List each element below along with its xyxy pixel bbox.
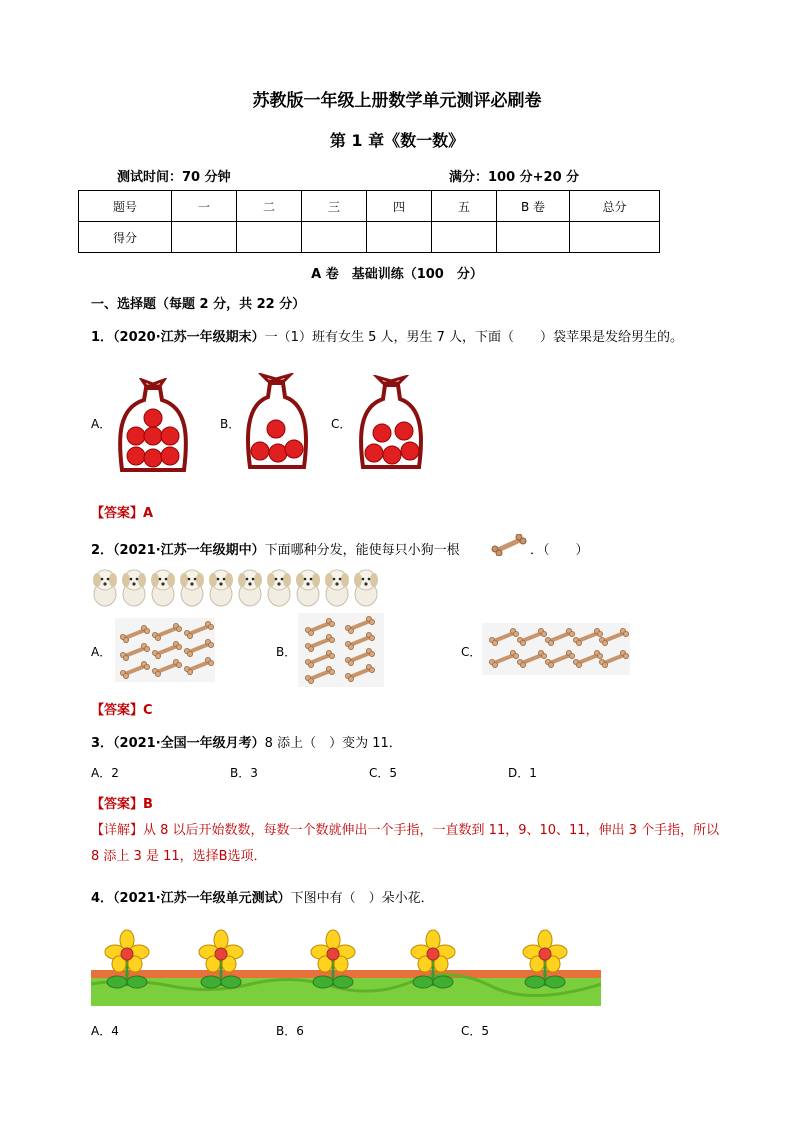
q3-number: 3． (91, 736, 114, 751)
test-time: 测试时间：70 分钟 (117, 170, 231, 185)
q3-answer: 【答案】B (91, 797, 153, 812)
score-header-cell: 五 (432, 191, 497, 222)
q4-text: 下图中有（ ）朵小花． (290, 891, 434, 906)
q1-option-a[interactable]: A． (91, 417, 112, 431)
score-header-cell: 二 (237, 191, 302, 222)
question-3 (91, 732, 402, 751)
q2-text: 下面哪种分发，能使每只小狗一根 (264, 543, 460, 558)
q3-option-c[interactable]: C．5 (369, 766, 398, 780)
score-row-label: 得分 (79, 222, 172, 253)
score-cell[interactable] (432, 222, 497, 253)
question-2 (91, 539, 460, 558)
q4-number: 4． (91, 891, 114, 906)
score-table-header-row (79, 191, 660, 222)
q3-source: （2021·全国一年级月考） (113, 736, 265, 751)
part-heading: 一、选择题（每题 2 分，共 22 分） (91, 297, 306, 312)
q1-option-b[interactable]: B． (220, 417, 241, 431)
flowers-image (91, 924, 601, 1006)
q2-option-a[interactable]: A． (91, 645, 112, 659)
q3-option-b[interactable]: B．3 (230, 766, 258, 780)
full-score: 满分：100 分+20 分 (449, 170, 580, 185)
apple-bag-a-image (118, 378, 188, 476)
apple-bag-b-image (244, 373, 309, 473)
score-header-cell: 题号 (79, 191, 172, 222)
score-header-cell: 一 (172, 191, 237, 222)
q4-option-a[interactable]: A．4 (91, 1024, 119, 1038)
bones-option-c-image (482, 623, 630, 675)
section-title: A 卷 基础训练（100 分） (311, 267, 483, 282)
q1-number: 1． (91, 330, 114, 345)
score-header-cell: 总分 (570, 191, 660, 222)
score-cell[interactable] (302, 222, 367, 253)
q3-detail: 【详解】从 8 以后开始数数，每数一个数就伸出一个手指，一直数到 11，9、10、11，伸出 3 个手指，所以 8 添上 3 是 11，选择B选项． (91, 823, 720, 864)
score-table-score-row (79, 222, 660, 253)
chapter-title: 第 1 章《数一数》 (329, 131, 465, 150)
score-header-cell: 四 (367, 191, 432, 222)
q2-option-c[interactable]: C． (461, 645, 482, 659)
q4-source: （2021·江苏一年级单元测试） (113, 891, 291, 906)
score-cell[interactable] (367, 222, 432, 253)
q2-number: 2． (91, 543, 114, 558)
q1-option-c[interactable]: C． (331, 417, 352, 431)
q1-source: （2020·江苏一年级期末） (113, 330, 265, 345)
doc-title: 苏教版一年级上册数学单元测评必刷卷 (252, 91, 542, 111)
q3-option-d[interactable]: D．1 (508, 766, 537, 780)
bone-icon (491, 534, 527, 556)
score-header-cell: B 卷 (497, 191, 570, 222)
apple-bag-c-image (358, 375, 424, 473)
q2-tail: ．（ ） (530, 543, 589, 558)
q3-option-a[interactable]: A．2 (91, 766, 119, 780)
q1-answer: 【答案】A (91, 506, 154, 521)
score-table (78, 190, 660, 253)
score-cell[interactable] (497, 222, 570, 253)
question-1 (91, 326, 683, 345)
q4-option-b[interactable]: B．6 (276, 1024, 304, 1038)
score-cell[interactable] (172, 222, 237, 253)
q3-text: 8 添上（ ）变为 11． (264, 736, 402, 751)
q1-text: 一（1）班有女生 5 人，男生 7 人，下面（ ）袋苹果是发给男生的。 (264, 330, 684, 345)
q2-answer: 【答案】C (91, 703, 153, 718)
q4-option-c[interactable]: C．5 (461, 1024, 490, 1038)
q2-option-b[interactable]: B． (276, 645, 297, 659)
score-cell[interactable] (570, 222, 660, 253)
bones-option-b-image (298, 613, 384, 687)
score-cell[interactable] (237, 222, 302, 253)
question-4 (91, 887, 434, 906)
score-header-cell: 三 (302, 191, 367, 222)
bones-option-a-image (115, 618, 215, 682)
q2-source: （2021·江苏一年级期中） (113, 543, 265, 558)
puppies-image (91, 566, 383, 608)
